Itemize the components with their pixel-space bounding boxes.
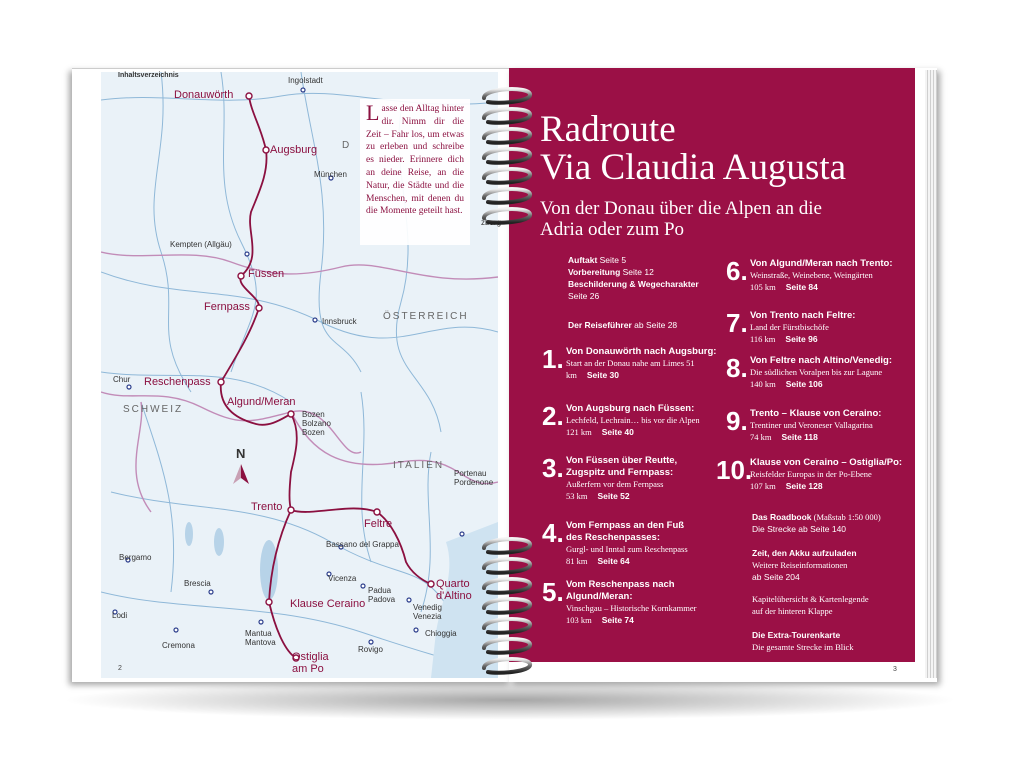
chapter-page: Seite 106 bbox=[785, 379, 823, 389]
stop-marker bbox=[428, 581, 434, 587]
chapter-distance: 103 km bbox=[566, 615, 592, 625]
city-label-portenau: Portenau Pordenone bbox=[454, 469, 494, 487]
stop-label-donauwoerth: Donauwörth bbox=[174, 89, 234, 101]
chapter-page: Seite 118 bbox=[781, 432, 818, 442]
chapter-description: Vinschgau – Historische Kornkammer bbox=[566, 603, 697, 613]
chapter-description: Reisfelder Europas in der Po-Ebene bbox=[750, 469, 872, 479]
toc-legend-line1: Kapitelübersicht & Kartenlegende bbox=[752, 594, 869, 604]
chapter-number: 3. bbox=[542, 453, 564, 483]
chapter-distance: km bbox=[566, 370, 577, 380]
city-label-muenchen: München bbox=[314, 170, 347, 179]
region-label-germany: D bbox=[342, 140, 352, 151]
city-label-bozen: Bozen Bolzano Bozen bbox=[302, 410, 331, 437]
chapter-heading: Trento – Klause von Ceraino: bbox=[750, 408, 882, 419]
chapter-number: 2. bbox=[542, 401, 564, 431]
spiral-ring bbox=[484, 659, 530, 673]
spiral-ring bbox=[484, 539, 530, 553]
stop-marker bbox=[246, 93, 252, 99]
toc-akku bbox=[752, 548, 857, 559]
chapter-heading-2: des Reschenpasses: bbox=[566, 532, 660, 543]
chapter-number: 5. bbox=[542, 577, 564, 607]
stop-marker bbox=[288, 411, 294, 417]
chapter-number: 9. bbox=[726, 406, 748, 436]
spiral-ring bbox=[484, 109, 530, 123]
chapter-description: Weinstraße, Weinebene, Weingärten bbox=[750, 270, 873, 280]
region-label-austria: ÖSTERREICH bbox=[383, 311, 469, 322]
reisefuehrer-page: ab Seite 28 bbox=[631, 320, 678, 330]
roadbook-label: Das Roadbook bbox=[752, 512, 812, 522]
chapter-distance: 107 km bbox=[750, 481, 776, 491]
city-label-vicenza: Vicenza bbox=[328, 574, 357, 583]
stop-marker bbox=[266, 599, 272, 605]
chapter-heading: Von Trento nach Feltre: bbox=[750, 310, 856, 321]
chapter-number: 7. bbox=[726, 308, 748, 338]
spiral-ring bbox=[484, 149, 530, 163]
stop-label-fernpass: Fernpass bbox=[204, 301, 250, 313]
page-edges bbox=[925, 70, 937, 678]
spiral-ring bbox=[484, 89, 530, 103]
stop-label-algund-meran: Algund/Meran bbox=[227, 396, 296, 408]
right-page-number: 3 bbox=[884, 664, 906, 676]
city-label-zburg: zburg bbox=[481, 218, 502, 227]
toc-legend-line2: auf der hinteren Klappe bbox=[752, 606, 833, 616]
auftakt-page: Seite 5 bbox=[597, 255, 627, 265]
city-label-mantua: Mantua Mantova bbox=[245, 629, 276, 647]
toc-vorbereitung bbox=[568, 267, 654, 278]
quote-initial: L bbox=[366, 100, 380, 125]
city-label-cremona: Cremona bbox=[162, 641, 195, 650]
chapter-heading-2: Algund/Meran: bbox=[566, 591, 633, 602]
chapter-description: Land der Fürstbischöfe bbox=[750, 322, 829, 332]
city-label-brescia: Brescia bbox=[184, 579, 211, 588]
lakes bbox=[185, 522, 278, 600]
city-label-chur: Chur bbox=[113, 375, 131, 384]
beschilderung-label: Beschilderung & Wegecharakter bbox=[568, 279, 699, 289]
toc-beschilderung bbox=[568, 279, 699, 290]
vorbereitung-page: Seite 12 bbox=[620, 267, 654, 277]
intro-quote bbox=[360, 99, 470, 245]
chapter-distance: 53 km bbox=[566, 491, 588, 501]
stop-marker bbox=[238, 273, 244, 279]
region-label-italy: ITALIEN bbox=[393, 460, 445, 471]
akku-label: Zeit, den Akku aufzuladen bbox=[752, 548, 857, 558]
stop-marker bbox=[374, 509, 380, 515]
chapter-page: Seite 74 bbox=[601, 615, 634, 625]
stop-label-feltre: Feltre bbox=[364, 518, 393, 530]
chapter-page: Seite 84 bbox=[785, 282, 818, 292]
chapter-heading: Klause von Ceraino – Ostiglia/Po: bbox=[750, 457, 903, 468]
chapter-heading: Von Algund/Meran nach Trento: bbox=[750, 258, 893, 269]
stop-marker bbox=[218, 379, 224, 385]
chapter-description: Die südlichen Voralpen bis zur Lagune bbox=[750, 367, 883, 377]
chapter-heading: Vom Reschenpass nach bbox=[566, 579, 675, 590]
chapter-distance: 121 km bbox=[566, 427, 592, 437]
toc-roadbook-line2: Die Strecke ab Seite 140 bbox=[752, 524, 847, 534]
chapter-number: 4. bbox=[542, 518, 564, 548]
spiral-ring bbox=[484, 579, 530, 593]
city-label-ingolstadt: Ingolstadt bbox=[288, 76, 323, 85]
spiral-ring bbox=[484, 559, 530, 573]
chapter-distance: 116 km bbox=[750, 334, 776, 344]
tourenkarte-label: Die Extra-Tourenkarte bbox=[752, 630, 841, 640]
city-label-bassano: Bassano del Grappa bbox=[326, 540, 399, 549]
spiral-ring bbox=[484, 129, 530, 143]
stop-label-klause-ceraino: Klause Ceraino bbox=[290, 598, 366, 610]
stop-marker bbox=[288, 507, 294, 513]
spiral-ring bbox=[484, 619, 530, 633]
toc-beschilderung-page: Seite 26 bbox=[568, 291, 600, 301]
chapter-page: Seite 128 bbox=[785, 481, 823, 491]
chapter-heading: Vom Fernpass an den Fuß bbox=[566, 520, 685, 531]
chapter-description: Trentiner und Veroneser Vallagarina bbox=[750, 420, 873, 430]
chapter-number: 10. bbox=[716, 455, 753, 485]
chapter-heading: Von Augsburg nach Füssen: bbox=[566, 403, 695, 414]
toc-tourenkarte bbox=[752, 630, 840, 641]
chapter-heading-2: Zugspitz und Fernpass: bbox=[566, 467, 674, 478]
chapter-description: Außerfern vor dem Fernpass bbox=[566, 479, 664, 489]
subtitle-line-1: Von der Donau über die Alpen an die bbox=[540, 198, 822, 219]
stop-marker bbox=[256, 305, 262, 311]
stop-label-fuessen: Füssen bbox=[248, 268, 285, 280]
stop-label-quarto-daltino: Quarto d'Altino bbox=[436, 578, 472, 602]
spiral-binding bbox=[478, 80, 538, 680]
chapter-page: Seite 96 bbox=[785, 334, 818, 344]
chapter-page: Seite 52 bbox=[597, 491, 630, 501]
spiral-ring bbox=[484, 639, 530, 653]
chapter-number: 6. bbox=[726, 256, 748, 286]
title-line-1: Radroute bbox=[540, 109, 676, 150]
spiral-ring bbox=[484, 169, 530, 183]
toc-akku-line3: ab Seite 204 bbox=[752, 572, 800, 582]
toc-tourenkarte-line2: Die gesamte Strecke im Blick bbox=[752, 642, 854, 652]
region-label-switzerland: SCHWEIZ bbox=[123, 404, 184, 415]
city-label-rovigo: Rovigo bbox=[358, 645, 383, 654]
toc-reisefuehrer bbox=[568, 320, 677, 331]
toc-akku-line2: Weitere Reiseinformationen bbox=[752, 560, 848, 570]
city-label-bergamo: Bergamo bbox=[119, 553, 152, 562]
vorbereitung-label: Vorbereitung bbox=[568, 267, 621, 277]
chapter-distance: 74 km bbox=[750, 432, 772, 442]
book-title bbox=[540, 111, 846, 187]
city-label-venedig: Venedig Venezia bbox=[413, 603, 442, 621]
auftakt-label: Auftakt bbox=[568, 255, 598, 265]
chapter-number: 8. bbox=[726, 353, 748, 383]
chapter-description: Start an der Donau nahe am Limes 51 bbox=[566, 358, 695, 368]
roadbook-scale: (Maßstab 1:50 000) bbox=[811, 512, 881, 522]
toc-roadbook bbox=[752, 512, 881, 523]
spiral-ring bbox=[484, 189, 530, 203]
north-arrow-icon bbox=[233, 464, 249, 484]
subtitle-line-2: Adria oder zum Po bbox=[540, 219, 685, 240]
toc-auftakt bbox=[568, 255, 626, 266]
stop-label-trento: Trento bbox=[251, 501, 283, 513]
left-header: Inhaltsverzeichnis bbox=[118, 72, 179, 79]
chapter-number: 1. bbox=[542, 344, 564, 374]
chapter-heading: Von Feltre nach Altino/Venedig: bbox=[750, 355, 892, 366]
chapter-description: Lechfeld, Lechrain… bis vor die Alpen bbox=[566, 415, 700, 425]
reisefuehrer-label: Der Reiseführer bbox=[568, 320, 632, 330]
chapter-description: Gurgl- und Inntal zum Reschenpass bbox=[566, 544, 688, 554]
stop-label-ostiglia: Ostiglia am Po bbox=[292, 651, 329, 675]
chapter-page: Seite 30 bbox=[586, 370, 620, 380]
city-label-kempten: Kempten (Allgäu) bbox=[170, 240, 232, 249]
book-shadow bbox=[60, 680, 960, 720]
spiral-ring bbox=[484, 599, 530, 613]
city-label-padua: Padua Padova bbox=[368, 586, 396, 604]
north-label: N bbox=[236, 446, 246, 461]
chapter-distance: 81 km bbox=[566, 556, 588, 566]
city-label-lodi: Lodi bbox=[112, 611, 128, 620]
stop-marker bbox=[263, 147, 269, 153]
book-subtitle bbox=[540, 198, 822, 240]
spiral-ring bbox=[484, 209, 530, 223]
title-line-2: Via Claudia Augusta bbox=[540, 147, 847, 188]
stop-label-augsburg: Augsburg bbox=[270, 144, 318, 156]
stop-label-reschenpass: Reschenpass bbox=[144, 376, 211, 388]
quote-text: asse den Alltag hinter dir. Nimm dir die Zeit – Fahr los, um etwas zu erleben und schreibe es nieder. Erinnere dich an deine Reise, an die Natur, die Städte und die Menschen, mit denen du die Momente geteilt hast. bbox=[366, 104, 464, 217]
left-page-number: 2 bbox=[118, 665, 122, 672]
chapter-page: Seite 40 bbox=[601, 427, 634, 437]
city-label-chioggia: Chioggia bbox=[425, 629, 457, 638]
chapter-heading: Von Füssen über Reutte, bbox=[566, 455, 678, 466]
chapter-page: Seite 64 bbox=[597, 556, 630, 566]
chapter-distance: 140 km bbox=[750, 379, 776, 389]
city-label-innsbruck: Innsbruck bbox=[322, 317, 357, 326]
chapter-distance: 105 km bbox=[750, 282, 776, 292]
chapter-heading: Von Donauwörth nach Augsburg: bbox=[566, 346, 717, 357]
